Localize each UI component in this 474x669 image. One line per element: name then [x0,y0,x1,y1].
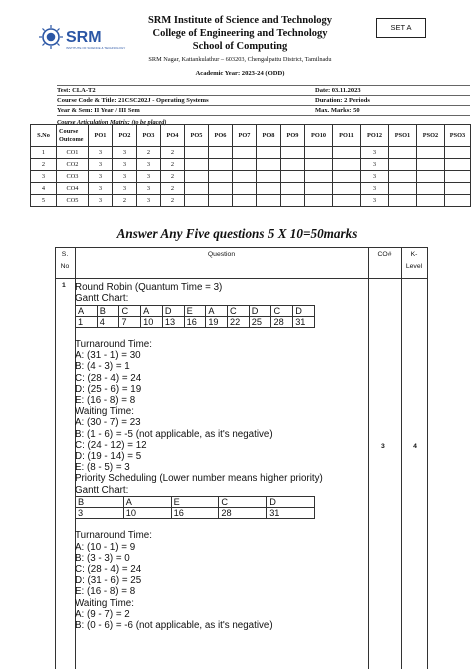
table-border [427,247,428,669]
cam-cell [417,183,445,195]
cam-cell [209,147,233,159]
gantt-process-row [76,305,315,316]
gantt-cell: 4 [97,316,119,327]
cam-cell [417,147,445,159]
turnaround-line: D: (25 - 6) = 19 [75,383,142,395]
cam-header-cell: PO1 [89,125,113,147]
course-articulation-matrix [30,124,471,207]
gantt-cell: B [76,497,124,508]
cam-header-cell: PO10 [305,125,333,147]
cam-cell: 3 [89,147,113,159]
cam-cell [305,195,333,207]
gantt-cell: 16 [171,508,219,519]
header-question: Question [207,251,236,258]
rr-wt-label: Waiting Time: [75,406,134,418]
cam-header-cell: PO8 [257,125,281,147]
school-name: School of Computing [192,41,288,52]
cam-cell [257,159,281,171]
table-border [55,247,427,248]
turnaround-line: E: (16 - 8) = 8 [75,395,136,406]
institute-header [120,14,360,80]
cam-row [31,195,471,207]
cam-cell [185,183,209,195]
rr-gantt-label: Gantt Chart: [75,293,129,305]
cam-cell [305,171,333,183]
gantt-cell: 25 [249,316,271,327]
cam-header-cell: PO4 [161,125,185,147]
turnaround-line: B: (3 - 3) = 0 [75,552,130,564]
cam-header-cell: PSO3 [445,125,471,147]
cam-cell [281,171,305,183]
cam-cell: 2 [161,195,185,207]
cam-cell: 3 [113,171,137,183]
cam-cell [417,171,445,183]
cam-cell [445,171,471,183]
cam-header-cell: PO9 [281,125,305,147]
cam-cell: 4 [31,183,57,195]
turnaround-line: E: (16 - 8) = 8 [75,586,136,598]
waiting-line: B: (1 - 6) = -5 (not applicable, as it's negative) [75,428,273,440]
waiting-line: D: (19 - 14) = 5 [75,450,142,462]
test-duration: Duration: 2 Periods [315,97,370,104]
question-k-level: 4 [413,443,417,450]
cam-cell: 3 [137,159,161,171]
max-marks: Max. Marks: 50 [315,107,360,114]
cam-cell [209,171,233,183]
cam-header-cell: PSO2 [417,125,445,147]
divider [57,115,470,116]
institute-name: SRM Institute of Science and Technology [147,15,333,26]
cam-cell: CO2 [57,159,89,171]
cam-cell [389,183,417,195]
gantt-cell: D [267,497,315,508]
cam-header-cell: Course Outcome [57,125,89,147]
cam-cell [333,195,361,207]
waiting-line: A: (30 - 7) = 23 [75,417,141,429]
table-border [401,247,402,669]
spacer [75,328,315,339]
year-sem: Year & Sem: II Year / III Sem [57,107,140,114]
pr-tat-list [75,542,315,598]
gantt-cell: C [119,305,141,316]
cam-cell: CO4 [57,183,89,195]
gantt-cell: A [123,497,171,508]
cam-cell [333,171,361,183]
pr-title: Priority Scheduling (Lower number means higher priority) [75,473,323,485]
cam-row [31,183,471,195]
cam-cell [445,195,471,207]
cam-cell [333,183,361,195]
cam-cell: 3 [89,159,113,171]
cam-cell [257,183,281,195]
cam-cell: CO1 [57,147,89,159]
cam-cell: 2 [137,147,161,159]
cam-cell: 1 [31,147,57,159]
cam-cell [417,159,445,171]
cam-cell [209,195,233,207]
cam-cell [257,195,281,207]
cam-header-cell: S.No [31,125,57,147]
header-k-level [401,251,427,270]
cam-cell [333,159,361,171]
rr-title: Round Robin (Quantum Time = 3) [75,282,223,293]
cam-header-cell: PO6 [209,125,233,147]
cam-cell: 2 [161,183,185,195]
cam-cell [185,171,209,183]
cam-cell [233,183,257,195]
cam-cell: CO5 [57,195,89,207]
cam-cell [233,195,257,207]
table-border [368,247,369,669]
cam-cell [389,171,417,183]
gantt-cell: C [271,305,293,316]
cam-cell [417,195,445,207]
cam-cell [185,195,209,207]
gantt-cell: 28 [219,508,267,519]
turnaround-line: D: (31 - 6) = 25 [75,575,142,587]
cam-cell [333,147,361,159]
cam-cell [233,171,257,183]
cam-cell: 3 [137,171,161,183]
institute-address: SRM Nagar, Kattankulathur – 603203, Chengalpattu District, Tamilnadu [148,56,332,63]
rr-gantt-chart [75,305,315,328]
gantt-cell: 1 [76,316,98,327]
cam-cell [445,147,471,159]
cam-cell [209,159,233,171]
turnaround-line: A: (10 - 1) = 9 [75,541,136,553]
turnaround-line: B: (4 - 3) = 1 [75,361,130,373]
cam-header-row [31,125,471,147]
cam-header-cell: PO11 [333,125,361,147]
cam-cell: 2 [161,147,185,159]
cam-row [31,159,471,171]
waiting-line: A: (9 - 7) = 2 [75,608,130,620]
cam-cell [445,159,471,171]
gantt-cell: A [141,305,163,316]
pr-wt-list [75,609,315,631]
cam-cell: CO3 [57,171,89,183]
spacer [75,519,315,530]
gantt-time-row [76,316,315,327]
cam-cell: 3 [137,183,161,195]
pr-tat-label: Turnaround Time: [75,530,152,542]
cam-cell: 3 [89,171,113,183]
cam-cell: 2 [161,171,185,183]
cam-header-cell: PO12 [361,125,389,147]
gantt-cell: B [97,305,119,316]
cam-header-cell: PO2 [113,125,137,147]
cam-cell: 3 [113,183,137,195]
cam-cell: 2 [31,159,57,171]
gantt-cell: 22 [228,316,250,327]
logo-text: SRM [66,29,102,46]
cam-cell: 3 [89,183,113,195]
cam-cell [257,171,281,183]
question-co: 3 [381,443,385,450]
cam-cell: 3 [361,183,389,195]
cam-cell [281,183,305,195]
cam-cell [185,147,209,159]
rr-tat-list [75,350,315,406]
cam-cell [389,159,417,171]
divider [57,85,470,86]
header-k-level-1: K- [410,251,418,258]
gantt-cell: 28 [271,316,293,327]
gantt-cell: C [228,305,250,316]
turnaround-line: C: (28 - 4) = 24 [75,372,142,384]
waiting-line: E: (8 - 5) = 3 [75,462,130,474]
header-co: CO# [377,251,392,258]
gantt-cell: E [184,305,206,316]
cam-cell [185,159,209,171]
answer-content [75,282,323,631]
cam-cell [389,147,417,159]
gantt-time-row [76,508,315,519]
gantt-cell: A [206,305,228,316]
header-k-level-2: Level [405,263,423,270]
test-date: Date: 03.11.2023 [315,87,361,94]
gantt-cell: D [162,305,184,316]
cam-cell: 3 [31,171,57,183]
gantt-cell: 19 [206,316,228,327]
gantt-cell: 31 [293,316,315,327]
gantt-cell: D [293,305,315,316]
cam-cell [281,195,305,207]
cam-cell: 3 [113,159,137,171]
waiting-line: B: (0 - 6) = -6 (not applicable, as it's negative) [75,619,273,631]
gantt-cell: 16 [184,316,206,327]
gantt-cell: 31 [267,508,315,519]
waiting-line: C: (24 - 12) = 12 [75,439,147,451]
cam-cell [445,183,471,195]
cam-cell [389,195,417,207]
table-border [55,247,56,669]
header-sno [55,251,75,270]
logo-subtext: INSTITUTE OF SCIENCE & TECHNOLOGY [66,46,126,50]
cam-header-cell: PO3 [137,125,161,147]
test-name: Test: CLA-T2 [57,87,96,94]
cam-row [31,147,471,159]
cam-cell [257,147,281,159]
cam-cell [305,183,333,195]
cam-cell: 3 [137,195,161,207]
gantt-cell: 10 [141,316,163,327]
srm-logo [38,22,130,54]
cam-cell: 2 [113,195,137,207]
gantt-cell: 7 [119,316,141,327]
gantt-cell: E [171,497,219,508]
cam-cell [281,147,305,159]
header-sno-2: No [60,263,70,270]
gantt-cell: C [219,497,267,508]
answer-instruction: Answer Any Five questions 5 X 10=50marks [116,226,358,241]
cam-cell [305,159,333,171]
cam-cell: 5 [31,195,57,207]
cam-cell [233,159,257,171]
cam-cell: 3 [361,147,389,159]
cam-title: Course Articulation Matrix: (to be placed) [57,119,167,126]
cam-row [31,171,471,183]
pr-gantt-chart [75,496,315,519]
gantt-cell: A [76,305,98,316]
rr-tat-label: Turnaround Time: [75,339,152,351]
turnaround-line: A: (31 - 1) = 30 [75,350,141,362]
cam-body [31,147,471,207]
cam-cell [281,159,305,171]
gantt-cell: D [249,305,271,316]
cam-header-cell: PSO1 [389,125,417,147]
college-name: College of Engineering and Technology [152,28,328,39]
course-title: Course Code & Title: 21CSC202J - Operating Systems [57,97,209,104]
table-border [55,278,427,279]
question-number: 1 [62,282,66,289]
cam-cell [209,183,233,195]
header-sno-1: S. [61,251,69,258]
cam-header-cell: PO7 [233,125,257,147]
cam-cell: 3 [89,195,113,207]
pr-wt-label: Waiting Time: [75,597,134,609]
cam-cell [233,147,257,159]
turnaround-line: C: (28 - 4) = 24 [75,563,142,575]
cam-cell: 3 [361,195,389,207]
gantt-process-row [76,497,315,508]
academic-year: Academic Year: 2023-24 (ODD) [195,70,285,77]
gantt-cell: 13 [162,316,184,327]
cam-cell: 3 [361,159,389,171]
cam-cell: 2 [161,159,185,171]
set-badge: SET A [376,18,426,38]
rr-wt-list [75,417,315,473]
cam-cell: 3 [361,171,389,183]
gantt-cell: 3 [76,508,124,519]
cam-header-cell: PO5 [185,125,209,147]
cam-cell [305,147,333,159]
pr-gantt-label: Gantt Chart: [75,484,129,496]
gantt-cell: 10 [123,508,171,519]
cam-cell: 3 [113,147,137,159]
